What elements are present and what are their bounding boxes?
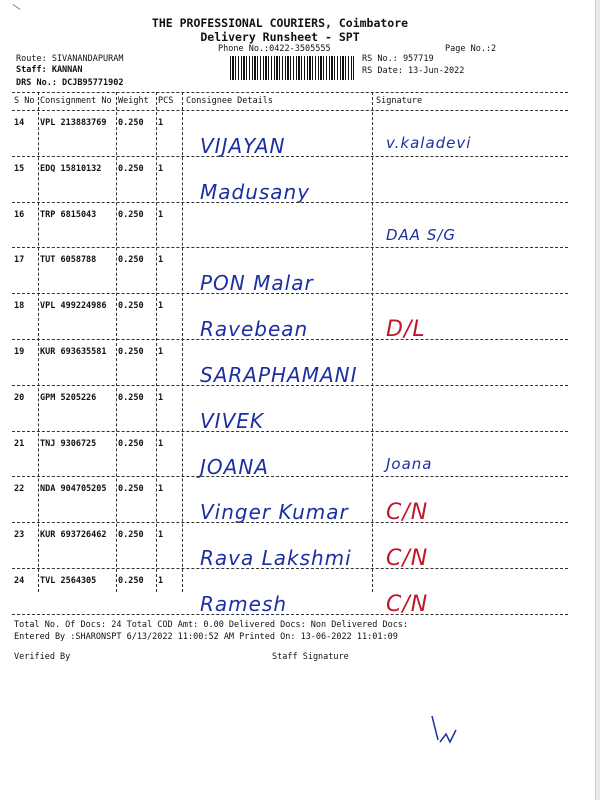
row-weight: 0.250 bbox=[118, 484, 144, 494]
row-weight: 0.250 bbox=[118, 255, 144, 265]
company-title: THE PROFESSIONAL COURIERS, Coimbatore bbox=[151, 16, 409, 30]
row-signature-handwriting: D/L bbox=[386, 317, 426, 342]
row-consignment: TVL 2564305 bbox=[40, 576, 97, 586]
col-sep-4 bbox=[182, 92, 183, 592]
row-consignment: EDQ 15810132 bbox=[40, 164, 102, 174]
row-divider bbox=[12, 293, 568, 294]
row-consignment: KUR 693726462 bbox=[40, 530, 107, 540]
row-pcs: 1 bbox=[158, 118, 164, 128]
row-divider bbox=[12, 522, 568, 523]
col-sep-5 bbox=[372, 92, 373, 592]
col-sep-1 bbox=[38, 92, 39, 592]
header-bottom-rule bbox=[12, 110, 568, 111]
runsheet-title: Delivery Runsheet - SPT bbox=[200, 30, 360, 44]
row-pcs: 1 bbox=[158, 210, 164, 220]
row-consignee-handwriting: Rava Lakshmi bbox=[200, 546, 352, 570]
row-consignment: VPL 499224986 bbox=[40, 301, 107, 311]
row-pcs: 1 bbox=[158, 164, 164, 174]
row-consignment: TRP 6815043 bbox=[40, 210, 97, 220]
row-pcs: 1 bbox=[158, 530, 164, 540]
row-signature-handwriting: v.kaladevi bbox=[386, 134, 472, 152]
row-consignment: KUR 693635581 bbox=[40, 347, 107, 357]
row-sno: 21 bbox=[14, 439, 25, 449]
rs-number: RS No.: 957719 bbox=[362, 54, 434, 64]
row-sno: 22 bbox=[14, 484, 25, 494]
col-sep-3 bbox=[156, 92, 157, 592]
row-sno: 16 bbox=[14, 210, 25, 220]
row-consignee-handwriting: VIVEK bbox=[200, 409, 265, 433]
row-consignee-handwriting: Vinger Kumar bbox=[200, 500, 349, 524]
page-number: Page No.:2 bbox=[445, 44, 497, 54]
row-sno: 20 bbox=[14, 393, 25, 403]
verified-by-label: Verified By bbox=[14, 652, 71, 662]
row-consignment: GPM 5205226 bbox=[40, 393, 97, 403]
row-consignee-handwriting: Ramesh bbox=[200, 592, 288, 616]
row-weight: 0.250 bbox=[118, 164, 144, 174]
row-divider bbox=[12, 339, 568, 340]
row-weight: 0.250 bbox=[118, 301, 144, 311]
row-signature-handwriting: C/N bbox=[386, 592, 429, 617]
row-pcs: 1 bbox=[158, 439, 164, 449]
row-pcs: 1 bbox=[158, 484, 164, 494]
scan-mark: \ bbox=[11, 1, 23, 14]
row-divider bbox=[12, 476, 568, 477]
row-consignee-handwriting: JOANA bbox=[200, 455, 269, 479]
col-header-sno: S No bbox=[14, 96, 35, 106]
verified-scribble bbox=[426, 712, 476, 752]
col-sep-2 bbox=[116, 92, 117, 592]
col-header-consignee: Consignee Details bbox=[186, 96, 273, 106]
header-top-rule bbox=[12, 92, 568, 93]
row-sno: 24 bbox=[14, 576, 25, 586]
row-divider bbox=[12, 568, 568, 569]
row-pcs: 1 bbox=[158, 393, 164, 403]
col-header-consignment: Consignment No bbox=[40, 96, 112, 106]
row-consignment: VPL 213883769 bbox=[40, 118, 107, 128]
entered-by-line: Entered By :SHARONSPT 6/13/2022 11:00:52 AM Printed On: 13-06-2022 11:01:09 bbox=[14, 632, 398, 642]
rs-date: RS Date: 13-Jun-2022 bbox=[362, 66, 465, 76]
row-consignment: NDA 904705205 bbox=[40, 484, 107, 494]
barcode bbox=[230, 56, 354, 80]
row-pcs: 1 bbox=[158, 255, 164, 265]
row-signature-handwriting: DAA S/G bbox=[386, 226, 457, 244]
staff-signature-label: Staff Signature bbox=[272, 652, 349, 662]
col-header-pcs: PCS bbox=[158, 96, 174, 106]
row-sno: 23 bbox=[14, 530, 25, 540]
row-divider bbox=[12, 385, 568, 386]
row-weight: 0.250 bbox=[118, 347, 144, 357]
col-header-weight: Weight bbox=[118, 96, 149, 106]
row-sno: 15 bbox=[14, 164, 25, 174]
row-weight: 0.250 bbox=[118, 439, 144, 449]
row-signature-handwriting: C/N bbox=[386, 500, 429, 525]
row-divider bbox=[12, 202, 568, 203]
row-weight: 0.250 bbox=[118, 210, 144, 220]
row-weight: 0.250 bbox=[118, 576, 144, 586]
row-weight: 0.250 bbox=[118, 530, 144, 540]
phone-number: Phone No.:0422-3505555 bbox=[218, 44, 331, 54]
row-consignment: TNJ 9306725 bbox=[40, 439, 97, 449]
row-signature-handwriting: C/N bbox=[386, 546, 429, 571]
row-weight: 0.250 bbox=[118, 393, 144, 403]
row-consignee-handwriting: VIJAYAN bbox=[200, 134, 286, 158]
row-divider bbox=[12, 156, 568, 157]
row-divider bbox=[12, 431, 568, 432]
row-divider bbox=[12, 247, 568, 248]
row-sno: 17 bbox=[14, 255, 25, 265]
row-pcs: 1 bbox=[158, 576, 164, 586]
row-signature-handwriting: Joana bbox=[386, 455, 433, 473]
col-header-signature: Signature bbox=[376, 96, 423, 106]
row-consignee-handwriting: Madusany bbox=[200, 180, 311, 204]
row-consignee-handwriting: PON Malar bbox=[200, 271, 314, 295]
table-bottom-rule bbox=[12, 614, 568, 615]
row-consignment: TUT 6058788 bbox=[40, 255, 97, 265]
staff-label: Staff: KANNAN bbox=[16, 65, 83, 75]
row-weight: 0.250 bbox=[118, 118, 144, 128]
row-sno: 18 bbox=[14, 301, 25, 311]
drs-number: DRS No.: DCJB95771902 bbox=[16, 78, 124, 88]
row-consignee-handwriting: SARAPHAMANI bbox=[200, 363, 358, 387]
page-edge bbox=[595, 0, 600, 800]
totals-line: Total No. Of Docs: 24 Total COD Amt: 0.00 Delivered Docs: Non Delivered Docs: bbox=[14, 620, 409, 630]
row-sno: 14 bbox=[14, 118, 25, 128]
row-pcs: 1 bbox=[158, 347, 164, 357]
row-sno: 19 bbox=[14, 347, 25, 357]
row-pcs: 1 bbox=[158, 301, 164, 311]
route-label: Route: SIVANANDAPURAM bbox=[16, 54, 124, 64]
row-consignee-handwriting: Ravebean bbox=[200, 317, 309, 341]
